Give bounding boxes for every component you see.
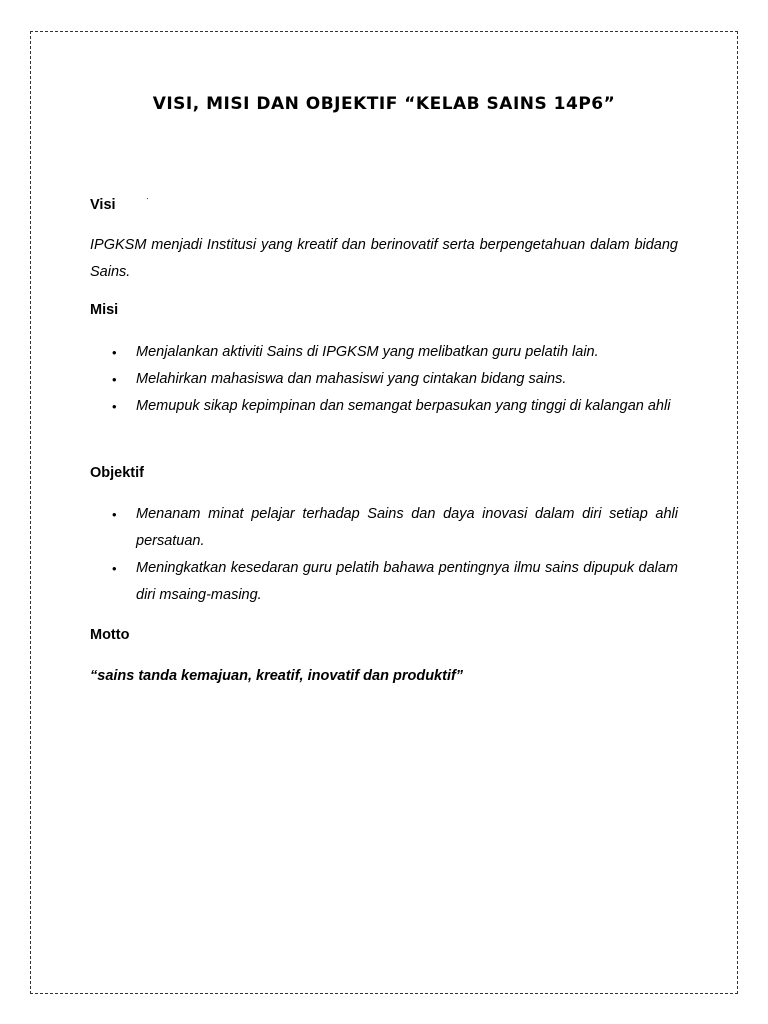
objektif-item-text: Meningkatkan kesedaran guru pelatih bahawa pentingnya ilmu sains dipupuk dalam diri msaing-masing.	[136, 560, 678, 603]
misi-item-text: Melahirkan mahasiswa dan mahasiswi yang cintakan bidang sains.	[136, 371, 567, 387]
bullet-icon: •	[112, 399, 117, 414]
bullet-icon: •	[112, 507, 117, 522]
objektif-item	[112, 501, 678, 555]
misi-item	[112, 366, 678, 393]
objektif-item	[112, 555, 678, 609]
misi-list	[112, 339, 678, 420]
bullet-icon: •	[112, 561, 117, 576]
misi-heading: Misi	[90, 302, 119, 318]
page-title: VISI, MISI DAN OBJEKTIF “KELAB SAINS 14P6”	[152, 94, 616, 114]
misi-item-text: Menjalankan aktiviti Sains di IPGKSM yang melibatkan guru pelatih lain.	[136, 344, 599, 360]
bullet-icon: •	[112, 345, 117, 360]
visi-text: IPGKSM menjadi Institusi yang kreatif dan berinovatif serta berpengetahuan dalam bidang Sains.	[90, 237, 678, 280]
motto-text: “sains tanda kemajuan, kreatif, inovatif dan produktif”	[90, 668, 464, 684]
misi-item	[112, 339, 678, 366]
motto-heading: Motto	[90, 627, 130, 643]
objektif-heading: Objektif	[90, 465, 144, 481]
objektif-list	[112, 501, 678, 609]
misi-item-text: Memupuk sikap kepimpinan dan semangat berpasukan yang tinggi di kalangan ahli	[136, 398, 671, 414]
visi-heading: Visi	[90, 197, 116, 213]
misi-item	[112, 393, 678, 420]
bullet-icon: •	[112, 372, 117, 387]
objektif-item-text: Menanam minat pelajar terhadap Sains dan daya inovasi dalam diri setiap ahli persatuan.	[136, 506, 678, 549]
